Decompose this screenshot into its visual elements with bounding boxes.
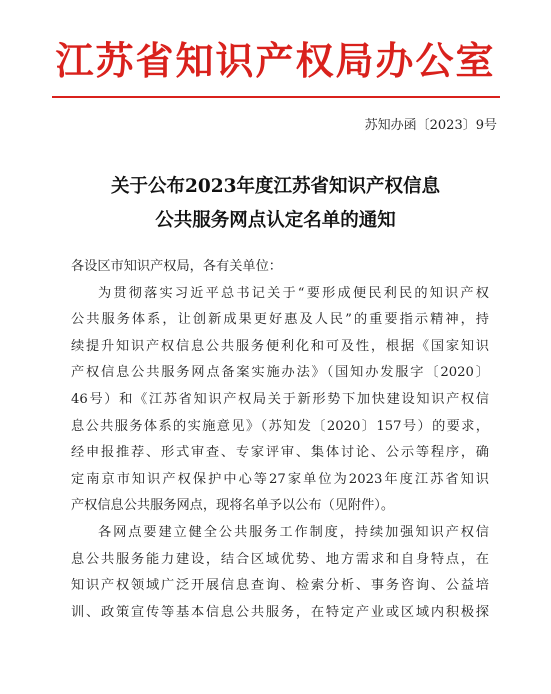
paragraph-1-line: 续提升知识产权信息公共服务便利化和可及性，根据《国家知识 xyxy=(71,338,489,354)
paragraph-1-line: 产权信息公共服务网点备案实施办法》（国知办发服字〔2020〕 xyxy=(71,365,489,381)
document-body xyxy=(71,254,489,626)
paragraph-2 xyxy=(71,520,489,626)
paragraph-1 xyxy=(71,281,489,520)
paragraph-2-line: 知识产权领域广泛开展信息查询、检索分析、事务咨询、公益培 xyxy=(71,578,489,594)
paragraph-1-line: 息公共服务体系的实施意见》（苏知发〔2020〕157号）的要求， xyxy=(71,418,489,434)
paragraph-1-line: 经申报推荐、形式审查、专家评审、集体讨论、公示等程序，确 xyxy=(71,445,489,461)
paragraph-1-line: 产权信息公共服务网点，现将名单予以公布（见附件）。 xyxy=(71,498,395,514)
paragraph-1-line: 46号）和《江苏省知识产权局关于新形势下加快建设知识产权信 xyxy=(71,391,489,407)
paragraph-2-line: 训、政策宣传等基本信息公共服务，在特定产业或区域内积极探 xyxy=(71,604,489,620)
masthead-title: 江苏省知识产权局办公室 xyxy=(55,39,496,83)
document-number: 苏知办函〔2023〕9号 xyxy=(364,118,497,133)
masthead-red-rule xyxy=(52,96,500,98)
paragraph-2-line: 各网点要建立健全公共服务工作制度，持续加强知识产权信 xyxy=(98,524,489,540)
paragraph-1-line: 为贯彻落实习近平总书记关于“要形成便民利民的知识产权 xyxy=(98,285,489,301)
paragraph-1-line: 定南京市知识产权保护中心等27家单位为2023年度江苏省知识 xyxy=(71,471,489,487)
paragraph-1-line: 公共服务体系，让创新成果更好惠及人民”的重要指示精神，持 xyxy=(71,312,489,328)
document-title xyxy=(0,170,551,238)
salutation: 各设区市知识产权局，各有关单位： xyxy=(71,259,282,274)
paragraph-2-line: 息公共服务能力建设，结合区域优势、地方需求和自身特点，在 xyxy=(71,551,489,567)
title-line-1: 关于公布2023年度江苏省知识产权信息 xyxy=(111,176,440,197)
title-line-2: 公共服务网点认定名单的通知 xyxy=(155,210,396,231)
